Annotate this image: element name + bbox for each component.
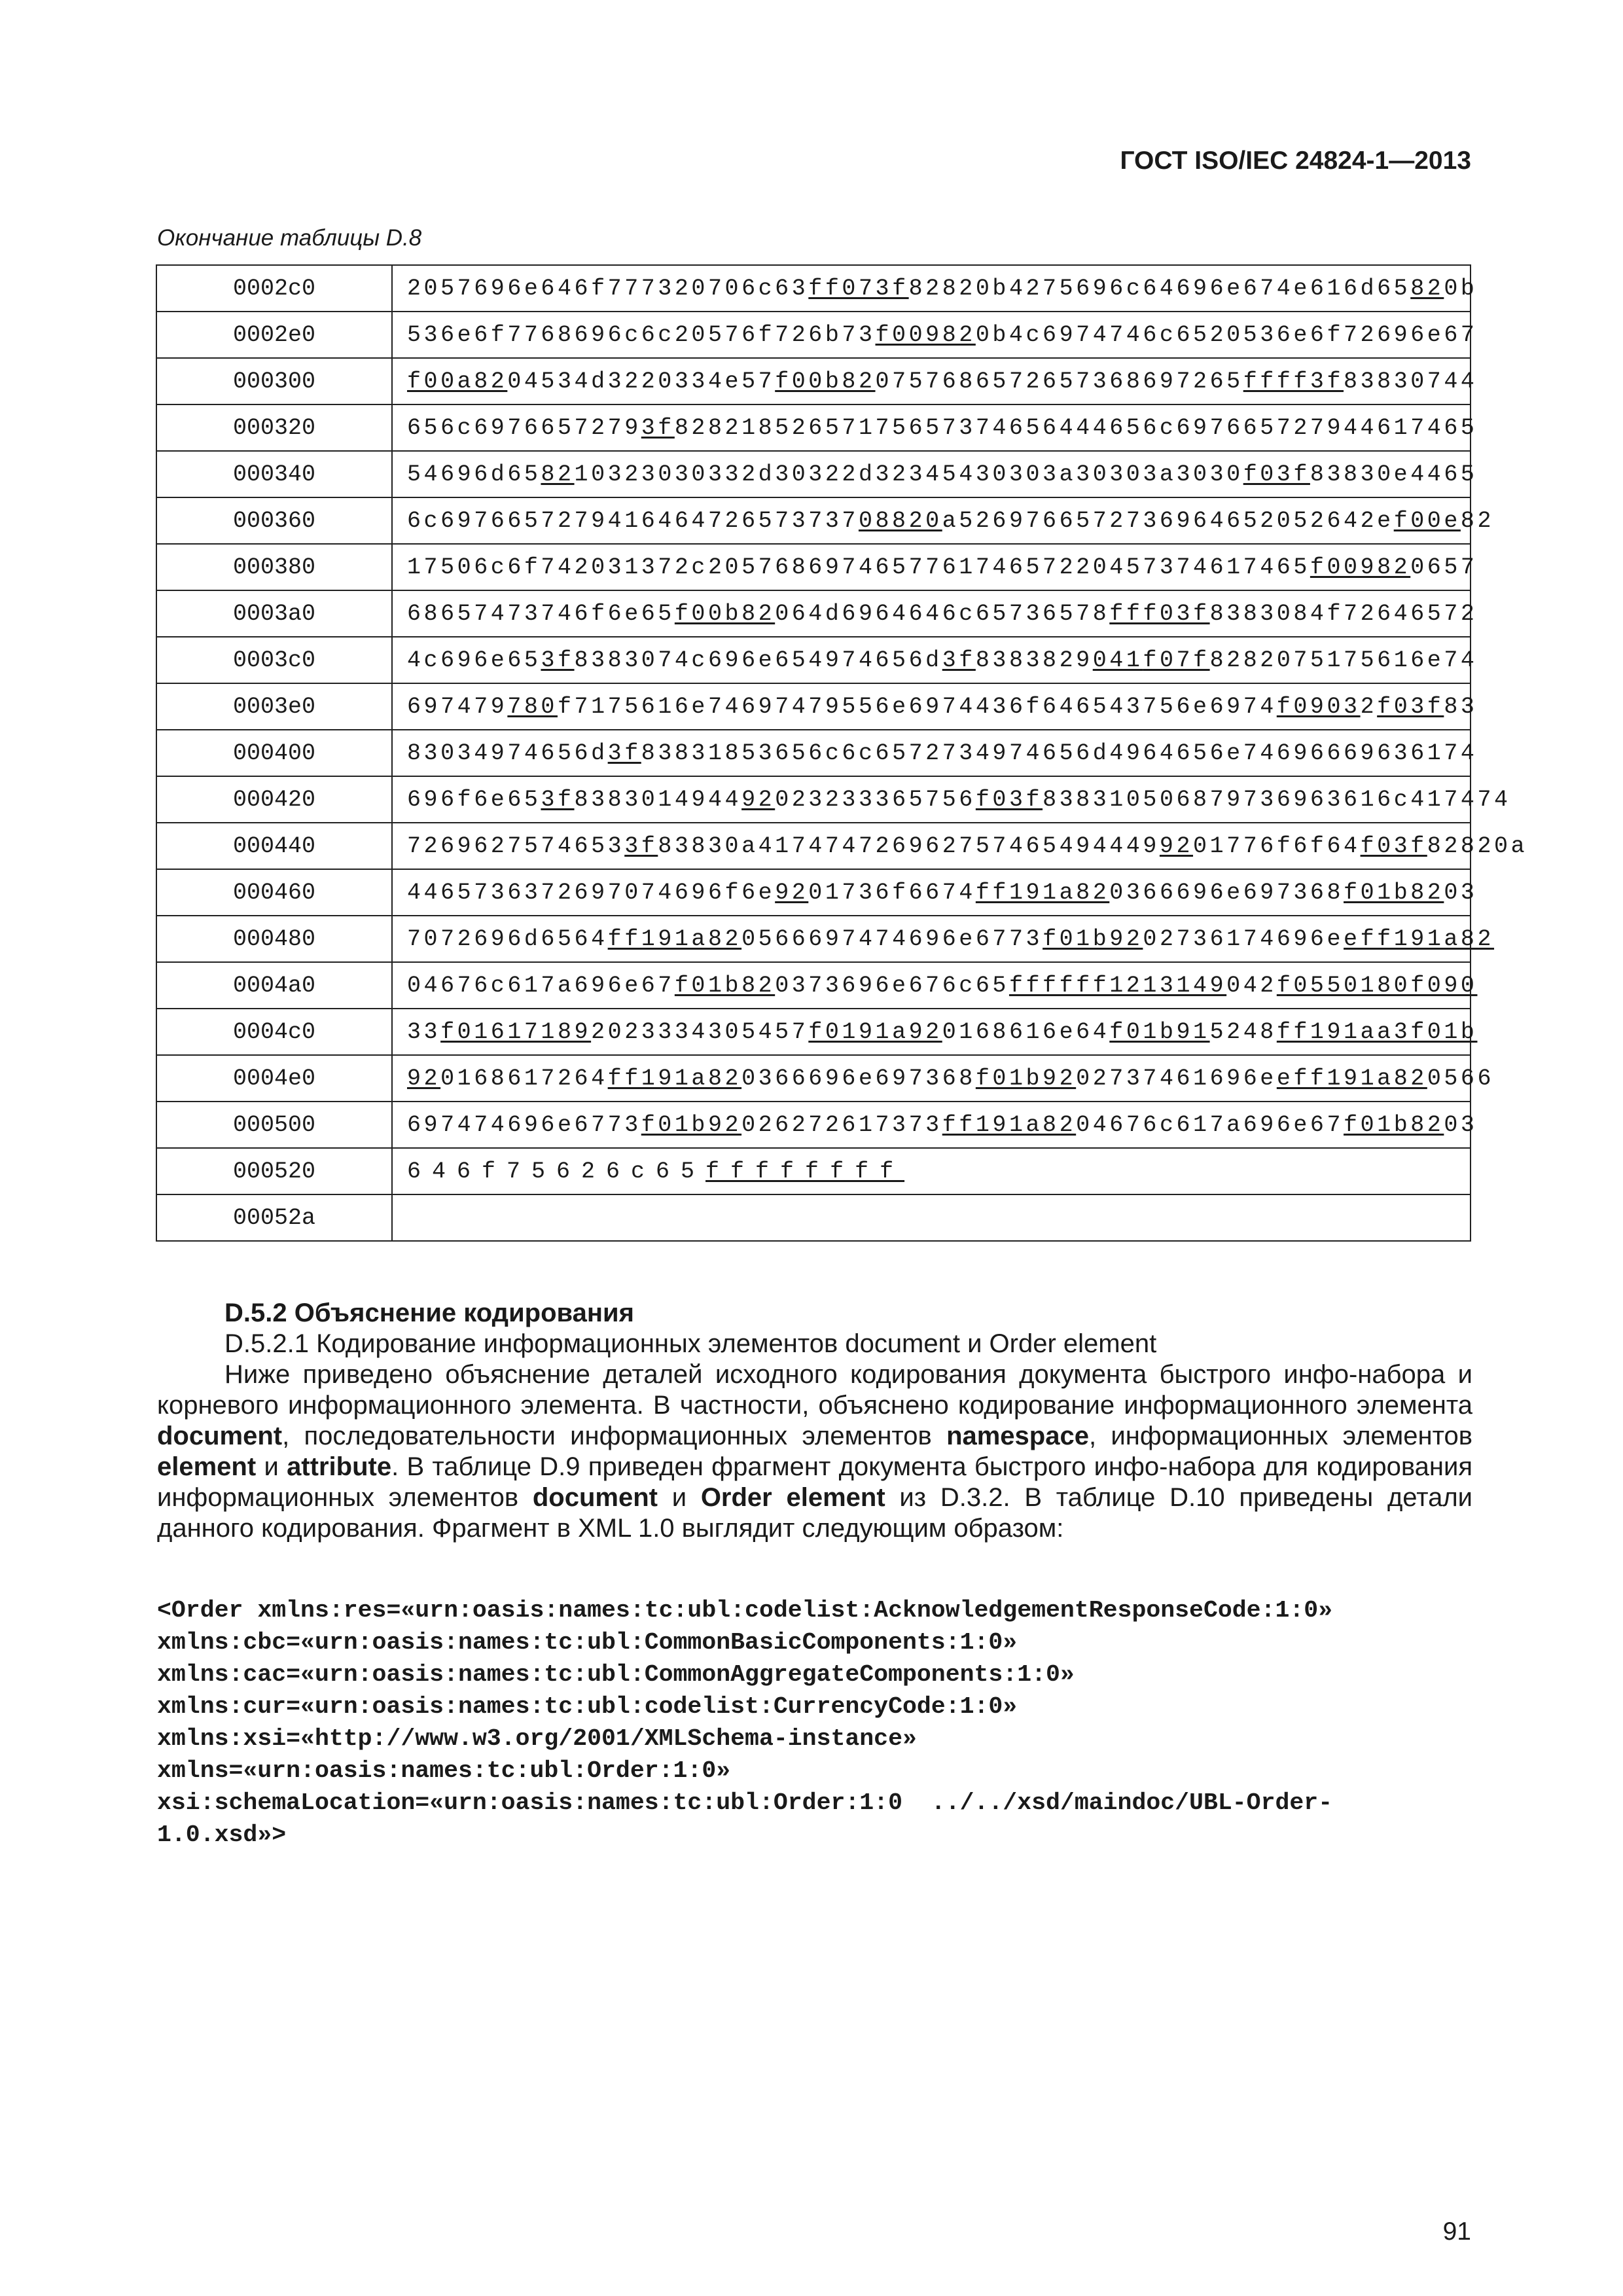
bytes-segment: 8383829 [975, 647, 1093, 673]
code-line: xmlns=«urn:oasis:names:tc:ubl:Order:1:0» [157, 1757, 731, 1784]
address-cell: 000340 [156, 451, 392, 497]
bytes-cell [392, 823, 1528, 869]
underlined-bytes: f03f [1360, 833, 1427, 859]
underlined-bytes: ffffff1213149 [1008, 972, 1227, 999]
underlined-bytes: f01b92 [1043, 925, 1143, 952]
bytes-segment: 7269627574653 [407, 833, 625, 859]
bytes-segment: 04676c617a696e67 [407, 972, 675, 999]
table-row [156, 916, 1471, 962]
bytes-segment: 0366696e697368 [741, 1065, 976, 1092]
code-line: 1.0.xsd»> [157, 1821, 287, 1848]
underlined-bytes: 92 [741, 786, 776, 813]
bytes-segment: 4c696e65 [407, 647, 541, 673]
underlined-bytes: 3f [541, 786, 575, 813]
table-row [156, 358, 1471, 404]
bytes-segment: 4465736372697074696f6e [407, 879, 776, 906]
bytes-segment: 0657 [1410, 554, 1478, 581]
bytes-segment: 7072696d6564 [407, 925, 608, 952]
bytes-cell [392, 776, 1511, 823]
bytes-cell [392, 404, 1478, 451]
bytes-segment: 536e6f7768696c6c20576f726b73 [407, 321, 876, 348]
underlined-bytes: ff073f [808, 275, 909, 302]
table-row [156, 590, 1471, 637]
code-line: xmlns:xsi=«http://www.w3.org/2001/XMLSchema-instance» [157, 1725, 917, 1752]
underlined-bytes: ff191a82 [975, 879, 1110, 906]
hex-dump-table-body [156, 265, 1528, 1241]
underlined-bytes: ff191a82 [607, 1065, 742, 1092]
address-cell: 000420 [156, 776, 392, 823]
underlined-bytes: f00a82 [407, 368, 508, 395]
table-row [156, 869, 1471, 916]
bold-term: element [157, 1452, 257, 1481]
bytes-cell [392, 730, 1478, 776]
bytes-segment: 82820a [1427, 833, 1528, 859]
bytes-segment: 68657473746f6e65 [407, 600, 675, 627]
underlined-bytes: 3f [942, 647, 976, 673]
underlined-bytes: 08820 [858, 507, 942, 534]
address-cell: 0002c0 [156, 265, 392, 312]
paragraph-text: . В таблице D.9 приведен фрагмент документа быстрого инфо-набора для кодирования информационных элементов [157, 1452, 1472, 1512]
bytes-segment: 2057696e646f777320706c63 [407, 275, 809, 302]
bytes-segment: 54696d65 [407, 461, 541, 488]
underlined-bytes: eff191a82 [1276, 1065, 1427, 1092]
bold-term: document [532, 1483, 658, 1512]
underlined-bytes: f01b82 [1344, 1111, 1444, 1138]
section-subheading: D.5.2.1 Кодирование информационных элементов document и Order element [224, 1329, 1157, 1358]
section-paragraph [157, 1359, 1472, 1544]
document-id-header: ГОСТ ISO/IEC 24824-1—2013 [1120, 147, 1471, 175]
underlined-bytes: 3f [541, 647, 575, 673]
bytes-segment: 646f75626c65 [407, 1158, 706, 1185]
bytes-segment: 04676c617a696e67 [1076, 1111, 1344, 1138]
underlined-bytes: 92 [1159, 833, 1194, 859]
bytes-segment: 17506c6f742031372c205768697465776174657220457374617465 [407, 554, 1310, 581]
bytes-segment: 656c6976657279 [407, 414, 641, 441]
underlined-bytes: ff191a82 [942, 1111, 1077, 1138]
bytes-segment: 82820b4275696c64696e674e616d65 [908, 275, 1411, 302]
underlined-bytes: 041 [1092, 647, 1143, 673]
address-cell: 000360 [156, 497, 392, 544]
bytes-segment: 83830744 [1344, 368, 1478, 395]
bold-term: Order element [700, 1483, 885, 1512]
bytes-segment: f7175616e74697479556e6974436f646543756e6974 [558, 693, 1277, 720]
bytes-cell [392, 1102, 1478, 1148]
address-cell: 000380 [156, 544, 392, 590]
table-row [156, 265, 1471, 312]
bytes-segment: 5248 [1209, 1018, 1277, 1045]
bytes-segment: 01736f6674 [808, 879, 976, 906]
bytes-segment: 697479 [407, 693, 508, 720]
code-line: xmlns:cbc=«urn:oasis:names:tc:ubl:CommonBasicComponents:1:0» [157, 1629, 1018, 1656]
underlined-bytes: f01617189 [440, 1018, 592, 1045]
underlined-bytes: f03f [975, 786, 1043, 813]
bytes-segment: 33 [407, 1018, 441, 1045]
underlined-bytes: f00982 [1310, 554, 1411, 581]
paragraph-text: , последовательности информационных элементов [282, 1422, 947, 1450]
bytes-segment: 0b [1444, 275, 1478, 302]
table-row [156, 1055, 1471, 1102]
bytes-segment: 696f6e65 [407, 786, 541, 813]
code-line: xmlns:cac=«urn:oasis:names:tc:ubl:CommonAggregateComponents:1:0» [157, 1661, 1075, 1688]
underlined-bytes: f03f [1377, 693, 1444, 720]
bytes-segment: 6c6976657279416464726573737 [407, 507, 859, 534]
paragraph-text: , информационных элементов [1088, 1422, 1473, 1450]
bytes-cell [392, 497, 1495, 544]
underlined-bytes: 82 [541, 461, 575, 488]
address-cell: 0004c0 [156, 1009, 392, 1055]
bytes-segment: 697474696e6773 [407, 1111, 641, 1138]
table-row [156, 497, 1471, 544]
underlined-bytes: ff191a82 [607, 925, 742, 952]
bytes-segment: 0373696e676c65 [775, 972, 1009, 999]
address-cell: 0002e0 [156, 312, 392, 358]
table-row [156, 962, 1471, 1009]
table-row [156, 1194, 1471, 1241]
underlined-bytes: f01b82 [1344, 879, 1444, 906]
code-line: xmlns:cur=«urn:oasis:names:tc:ubl:codelist:CurrencyCode:1:0» [157, 1693, 1018, 1720]
address-cell: 0004a0 [156, 962, 392, 1009]
bytes-cell [392, 916, 1495, 962]
bytes-segment: a5269766572736964652052642e [942, 507, 1394, 534]
address-cell: 000460 [156, 869, 392, 916]
code-line: xsi:schemaLocation=«urn:oasis:names:tc:ubl:Order:1:0 ../../xsd/maindoc/UBL-Order- [157, 1789, 1333, 1816]
bold-term: namespace [946, 1422, 1089, 1450]
underlined-bytes: 92 [775, 879, 809, 906]
address-cell: 0003e0 [156, 683, 392, 730]
bytes-cell [392, 683, 1478, 730]
underlined-bytes: eff191a82 [1344, 925, 1495, 952]
underlined-bytes: 3f [641, 414, 675, 441]
underlined-bytes: ffffffff [705, 1158, 905, 1185]
underlined-bytes: 92 [407, 1065, 441, 1092]
address-cell: 0003a0 [156, 590, 392, 637]
bytes-cell [392, 1055, 1495, 1102]
address-cell: 000300 [156, 358, 392, 404]
table-caption: Окончание таблицы D.8 [157, 225, 422, 251]
bytes-segment: 83034974656d [407, 740, 608, 766]
explanation-section [157, 1298, 1472, 1544]
bytes-cell [392, 962, 1478, 1009]
address-cell: 000320 [156, 404, 392, 451]
underlined-bytes: 780 [507, 693, 558, 720]
bytes-segment: 0168617264 [440, 1065, 608, 1092]
paragraph-text: из D.3.2. В таблице D.10 приведены детали данного кодирования. Фрагмент в XML 1.0 выглядит следующим образом: [157, 1483, 1473, 1543]
bytes-cell [392, 265, 1478, 312]
underlined-bytes: f00b82 [775, 368, 876, 395]
underlined-bytes: f00b82 [674, 600, 776, 627]
bytes-segment: 02736174696e [1143, 925, 1344, 952]
underlined-bytes: f01b91 [1109, 1018, 1210, 1045]
page-number: 91 [1442, 2217, 1471, 2246]
underlined-bytes: 82 [1410, 275, 1444, 302]
bytes-segment: 02737461696e [1076, 1065, 1277, 1092]
underlined-bytes: f0550180f090 [1276, 972, 1478, 999]
bytes-cell [392, 590, 1478, 637]
table-row [156, 544, 1471, 590]
table-row [156, 404, 1471, 451]
table-row [156, 1148, 1471, 1194]
bytes-segment: 03 [1444, 1111, 1478, 1138]
bytes-segment: 8383074c696e654974656d [574, 647, 942, 673]
table-row [156, 451, 1471, 497]
bytes-cell [392, 451, 1478, 497]
table-row [156, 730, 1471, 776]
address-cell: 000480 [156, 916, 392, 962]
bytes-segment: 0168616e64 [942, 1018, 1110, 1045]
paragraph-text: и [657, 1483, 701, 1512]
bytes-segment: 026272617373 [741, 1111, 942, 1138]
bold-term: document [157, 1422, 283, 1450]
paragraph-text: Ниже приведено объяснение деталей исходного кодирования документа быстрого инфо-набора и корневого информационного элемента. В частности, объяснено кодирование информационного элемента [157, 1360, 1472, 1420]
bytes-segment: 8383014944 [574, 786, 742, 813]
bytes-cell [392, 1009, 1478, 1055]
bytes-segment: 0b4c6974746c6520536e6f72696e67 [975, 321, 1478, 348]
bytes-segment: 0366696e697368 [1109, 879, 1344, 906]
bytes-segment: 83831853656c6c6572734974656d4964656e74696669636174 [641, 740, 1478, 766]
bytes-cell [392, 1194, 1471, 1241]
bytes-segment: 0757686572657368697265 [875, 368, 1243, 395]
table-row [156, 823, 1471, 869]
underlined-bytes: f03f [1243, 461, 1310, 488]
underlined-bytes: f01b82 [674, 972, 776, 999]
underlined-bytes: ffff3f [1243, 368, 1344, 395]
underlined-bytes: f07f [1143, 647, 1210, 673]
bytes-segment: 82821852657175657374656444656c697665727944617465 [674, 414, 1478, 441]
table-row [156, 683, 1471, 730]
bytes-cell [392, 1148, 1471, 1194]
bytes-segment: 0566697474696e6773 [741, 925, 1043, 952]
underlined-bytes: f0903 [1276, 693, 1361, 720]
underlined-bytes: f00e [1393, 507, 1461, 534]
bytes-segment: 8383084f72646572 [1209, 600, 1478, 627]
bytes-segment: 83830e4465 [1310, 461, 1478, 488]
bytes-segment: 8282075175616e74 [1209, 647, 1478, 673]
bold-term: attribute [287, 1452, 392, 1481]
paragraph-text: и [256, 1452, 287, 1481]
bytes-segment: 83830a417474726962757465494449 [658, 833, 1160, 859]
underlined-bytes: f00982 [875, 321, 976, 348]
bytes-segment: 023233365756 [775, 786, 976, 813]
underlined-bytes: 3f [607, 740, 641, 766]
address-cell: 000500 [156, 1102, 392, 1148]
bytes-segment: 042 [1226, 972, 1277, 999]
bytes-segment: 83 [1444, 693, 1478, 720]
bytes-segment: 04534d3220334e57 [507, 368, 776, 395]
bytes-segment: 03 [1444, 879, 1478, 906]
underlined-bytes: fff03f [1109, 600, 1210, 627]
bytes-cell [392, 869, 1478, 916]
bytes-segment: 2023334305457 [591, 1018, 809, 1045]
bytes-cell [392, 312, 1478, 358]
code-line: <Order xmlns:res=«urn:oasis:names:tc:ubl:codelist:AcknowledgementResponseCode:1:0» [157, 1597, 1333, 1624]
address-cell: 000520 [156, 1148, 392, 1194]
xml-code-fragment [157, 1594, 1472, 1851]
underlined-bytes: f01b92 [641, 1111, 742, 1138]
bytes-segment: 10323030332d30322d32345430303a30303a3030 [574, 461, 1243, 488]
bytes-segment: 838310506879736963616c417474 [1043, 786, 1511, 813]
underlined-bytes: ff191aa3f01b [1276, 1018, 1478, 1045]
address-cell: 000440 [156, 823, 392, 869]
table-row [156, 1102, 1471, 1148]
bytes-segment: 2 [1360, 693, 1378, 720]
hex-dump-table [156, 264, 1528, 1242]
bytes-segment: 82 [1460, 507, 1495, 534]
address-cell: 0003c0 [156, 637, 392, 683]
underlined-bytes: 3f [624, 833, 658, 859]
bytes-segment: 064d6964646c65736578 [775, 600, 1110, 627]
bytes-segment: 01776f6f64 [1193, 833, 1361, 859]
bytes-segment: 0566 [1427, 1065, 1495, 1092]
address-cell: 00052a [156, 1194, 392, 1241]
bytes-cell [392, 544, 1478, 590]
table-row [156, 312, 1471, 358]
address-cell: 0004e0 [156, 1055, 392, 1102]
bytes-cell [392, 637, 1478, 683]
table-row [156, 776, 1471, 823]
underlined-bytes: f01b92 [975, 1065, 1077, 1092]
underlined-bytes: f0191a92 [808, 1018, 942, 1045]
table-row [156, 1009, 1471, 1055]
address-cell: 000400 [156, 730, 392, 776]
table-row [156, 637, 1471, 683]
bytes-cell [392, 358, 1478, 404]
section-heading: D.5.2 Объяснение кодирования [224, 1299, 634, 1327]
